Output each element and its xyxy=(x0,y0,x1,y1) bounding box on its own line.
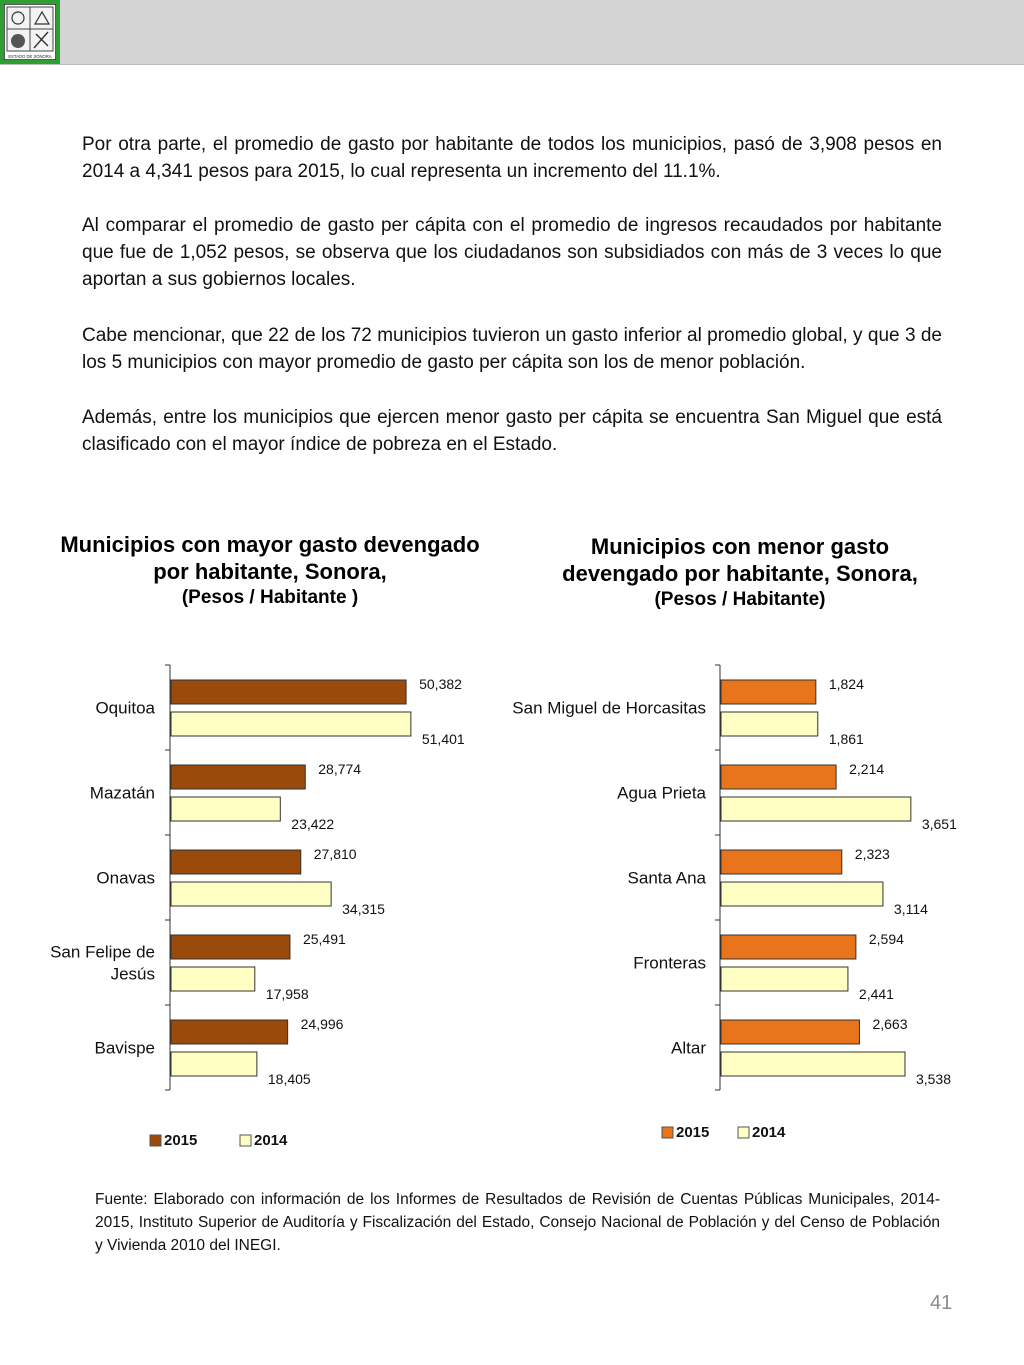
data-label-2015: 24,996 xyxy=(300,1016,344,1032)
data-label-2015: 28,774 xyxy=(318,761,362,777)
category-label xyxy=(96,869,155,888)
data-label-2014: 3,114 xyxy=(893,901,928,917)
page-number: 41 xyxy=(930,1292,953,1314)
state-logo xyxy=(0,0,60,64)
bar-2014 xyxy=(721,967,848,991)
category-label xyxy=(512,699,706,718)
category-label xyxy=(628,869,707,888)
chart-right-subtitle: (Pesos / Habitante) xyxy=(654,589,826,610)
data-label-2015: 2,663 xyxy=(872,1016,908,1032)
category-label xyxy=(95,1039,155,1058)
source-note: Fuente: Elaborado con información de los Informes de Resultados de Revisión de Cuentas Públicas Municipales, 2014-2015, Instituto Superior de Auditoría y Fiscalización del Estado, Consejo Nacional de Población y del Censo de Población y Vivienda 2010 del INEGI. xyxy=(95,1191,940,1254)
category-label-line: Agua Prieta xyxy=(617,783,706,803)
data-label-2014: 23,422 xyxy=(291,816,335,832)
paragraph-2: Al comparar el promedio de gasto per cápita con el promedio de ingresos recaudados por habitante que fue de 1,052 pesos, se observa que los ciudadanos son subsidiados con más de 3 veces lo que aportan a sus gobiernos locales. xyxy=(82,215,942,290)
category-label-line: Fronteras xyxy=(633,953,706,973)
legend-swatch-2014 xyxy=(738,1127,749,1138)
category-label xyxy=(671,1039,706,1058)
data-label-2015: 50,382 xyxy=(419,676,462,692)
data-label-2014: 1,861 xyxy=(828,731,864,747)
chart-left-subtitle: (Pesos / Habitante ) xyxy=(181,587,359,608)
chart-right xyxy=(500,640,1024,1160)
legend-label-2014: 2014 xyxy=(254,1132,288,1149)
data-label-2015: 27,810 xyxy=(313,846,357,862)
bar-2015 xyxy=(171,1020,288,1044)
bar-2015 xyxy=(721,1020,859,1044)
data-label-2015: 2,594 xyxy=(868,931,904,947)
data-label-2014: 2,441 xyxy=(858,986,894,1002)
legend-swatch-2015 xyxy=(662,1127,673,1138)
chart-right-title-text: Municipios con menor gasto devengado por habitante, Sonora, xyxy=(562,534,918,586)
legend-label-2014: 2014 xyxy=(752,1124,786,1141)
bar-2014 xyxy=(721,797,911,821)
category-label-line: Oquitoa xyxy=(95,698,155,718)
data-label-2015: 25,491 xyxy=(302,931,346,947)
legend-swatch-2015 xyxy=(150,1135,161,1146)
category-label-line: Onavas xyxy=(96,868,155,888)
category-label-line: Santa Ana xyxy=(627,868,706,888)
data-label-2014: 51,401 xyxy=(421,731,465,747)
bar-2015 xyxy=(171,850,301,874)
paragraph-4: Además, entre los municipios que ejercen menor gasto per cápita se encuentra San Miguel que está clasificado con el mayor índice de pobreza en el Estado. xyxy=(82,407,942,455)
data-label-2014: 18,405 xyxy=(267,1071,311,1087)
page-header xyxy=(0,0,1024,65)
bar-2014 xyxy=(171,1052,257,1076)
category-label xyxy=(90,784,155,803)
data-label-2015: 2,323 xyxy=(854,846,890,862)
paragraph-1: Por otra parte, el promedio de gasto por habitante de todos los municipios, pasó de 3,908 pesos en 2014 a 4,341 pesos para 2015, lo cual representa un incremento del 11.1%. xyxy=(82,134,942,182)
bar-2015 xyxy=(721,765,836,789)
bar-2014 xyxy=(721,1052,905,1076)
data-label-2014: 34,315 xyxy=(342,901,385,917)
chart-right-title xyxy=(535,533,945,613)
bar-2014 xyxy=(171,797,280,821)
category-label xyxy=(633,954,706,973)
paragraph-3: Cabe mencionar, que 22 de los 72 municipios tuvieron un gasto inferior al promedio global, y que 3 de los 5 municipios con mayor promedio de gasto per cápita son los de menor población. xyxy=(82,325,942,373)
chart-left-title xyxy=(50,531,490,611)
category-label-line: San Felipe de xyxy=(50,942,155,962)
data-label-2015: 1,824 xyxy=(828,676,864,692)
category-label-line: Bavispe xyxy=(94,1038,155,1058)
logo-caption: ESTADO DE SONORA xyxy=(8,54,52,59)
legend-label-2015: 2015 xyxy=(676,1124,710,1141)
chart-left xyxy=(0,640,512,1160)
category-label xyxy=(50,943,155,984)
legend-swatch-2014 xyxy=(240,1135,251,1146)
category-label xyxy=(617,784,706,803)
data-label-2014: 3,651 xyxy=(921,816,957,832)
bar-2015 xyxy=(721,935,856,959)
bar-2015 xyxy=(171,935,290,959)
category-label-line: Jesús xyxy=(110,964,155,984)
bar-2015 xyxy=(721,850,842,874)
legend-label-2015: 2015 xyxy=(164,1132,198,1149)
bar-2015 xyxy=(171,765,305,789)
category-label xyxy=(95,699,155,718)
bar-2014 xyxy=(171,712,411,736)
data-label-2014: 17,958 xyxy=(265,986,309,1002)
category-label-line: Mazatán xyxy=(89,783,155,803)
category-label-line: San Miguel de Horcasitas xyxy=(512,698,706,718)
bar-2015 xyxy=(721,680,816,704)
bar-2014 xyxy=(721,712,818,736)
chart-left-title-text: Municipios con mayor gasto devengado por habitante, Sonora, xyxy=(60,532,480,584)
category-label-line: Altar xyxy=(671,1038,706,1058)
bar-2015 xyxy=(171,680,406,704)
data-label-2014: 3,538 xyxy=(915,1071,952,1087)
data-label-2015: 2,214 xyxy=(849,761,885,777)
bar-2014 xyxy=(171,882,331,906)
bar-2014 xyxy=(171,967,255,991)
bar-2014 xyxy=(721,882,883,906)
